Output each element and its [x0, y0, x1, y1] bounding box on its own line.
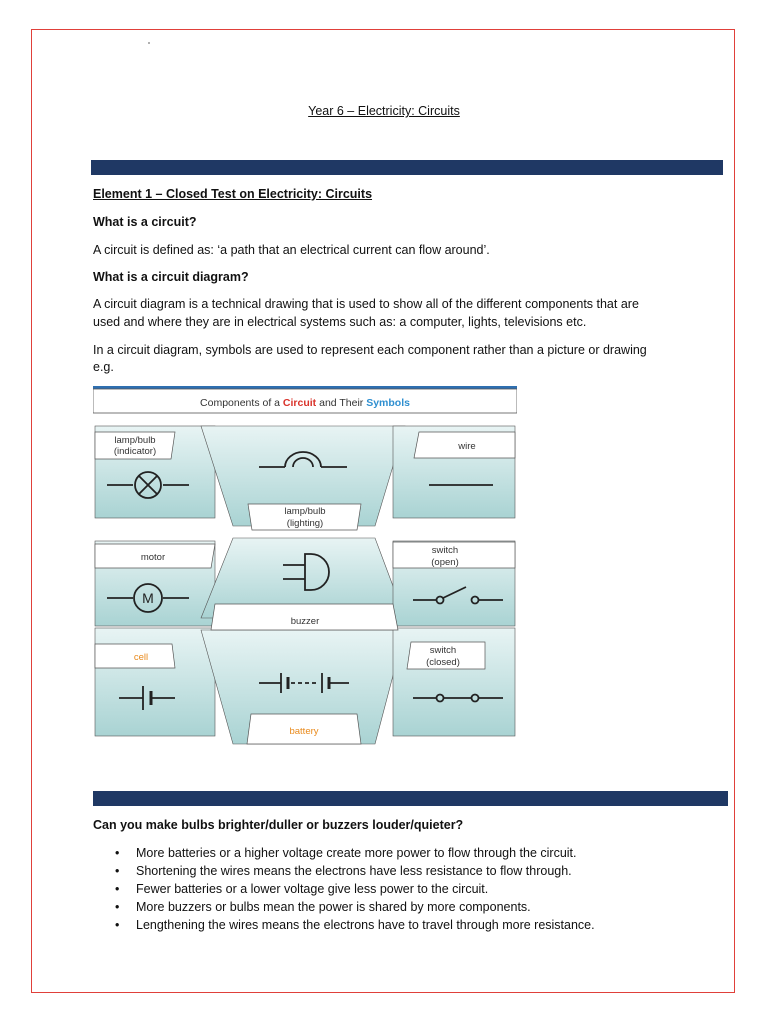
bullet-list — [93, 844, 595, 934]
question-brighter-duller: Can you make bulbs brighter/duller or buzzers louder/quieter? — [93, 818, 464, 832]
diagram-title: Components of a Circuit and Their Symbols — [200, 397, 410, 409]
question-circuit-diagram: What is a circuit diagram? — [93, 270, 249, 284]
symbols-intro-line-2: e.g. — [93, 360, 114, 374]
label-cell: cell — [133, 652, 149, 663]
bullet-glyph: • — [115, 900, 120, 914]
list-item — [93, 916, 595, 934]
label-wire: wire — [458, 441, 476, 452]
list-item-text: Shortening the wires means the electrons have less resistance to flow through. — [136, 864, 572, 878]
list-item — [93, 898, 595, 916]
motor-icon-letter: M — [142, 590, 154, 606]
section-divider-bottom — [93, 791, 728, 806]
list-item-text: More batteries or a higher voltage create more power to flow through the circuit. — [136, 846, 577, 860]
bullet-glyph: • — [115, 864, 120, 878]
list-item — [93, 880, 595, 898]
label-switch-closed-2: (closed) — [426, 657, 460, 668]
list-item-text: Fewer batteries or a lower voltage give less power to the circuit. — [136, 882, 489, 896]
label-battery: battery — [289, 726, 319, 737]
label-switch-open-1: switch — [431, 545, 459, 556]
label-switch-closed-1: switch — [429, 645, 457, 656]
answer-diagram-line-1: A circuit diagram is a technical drawing that is used to show all of the different components that are — [93, 297, 639, 311]
components-diagram — [93, 386, 517, 752]
diagram-top-rule — [93, 386, 517, 389]
section-divider-top — [91, 160, 723, 175]
label-buzzer: buzzer — [290, 616, 320, 627]
label-motor: motor — [140, 552, 166, 563]
symbols-intro-line-1: In a circuit diagram, symbols are used to represent each component rather than a picture or drawing — [93, 343, 647, 357]
label-lamp-lighting-2: (lighting) — [286, 518, 324, 529]
answer-diagram-line-2: used and where they are in electrical systems such as: a computer, lights, televisions etc. — [93, 315, 587, 329]
page-title: Year 6 – Electricity: Circuits — [308, 104, 460, 118]
list-item-text: More buzzers or bulbs mean the power is shared by more components. — [136, 900, 531, 914]
label-lamp-indicator-2: (indicator) — [113, 446, 157, 457]
answer-circuit-definition: A circuit is defined as: ‘a path that an electrical current can flow around’. — [93, 243, 490, 257]
list-item-text: Lengthening the wires means the electrons have to travel through more resistance. — [136, 918, 595, 932]
stray-mark — [148, 42, 150, 44]
label-lamp-indicator-1: lamp/bulb — [114, 435, 156, 446]
label-lamp-lighting-1: lamp/bulb — [284, 506, 326, 517]
element-heading: Element 1 – Closed Test on Electricity: Circuits — [93, 187, 373, 201]
question-what-is-circuit: What is a circuit? — [93, 215, 197, 229]
bullet-glyph: • — [115, 918, 120, 932]
list-item — [93, 862, 595, 880]
label-switch-open-2: (open) — [431, 557, 459, 568]
bullet-glyph: • — [115, 846, 120, 860]
bullet-glyph: • — [115, 882, 120, 896]
list-item — [93, 844, 595, 862]
